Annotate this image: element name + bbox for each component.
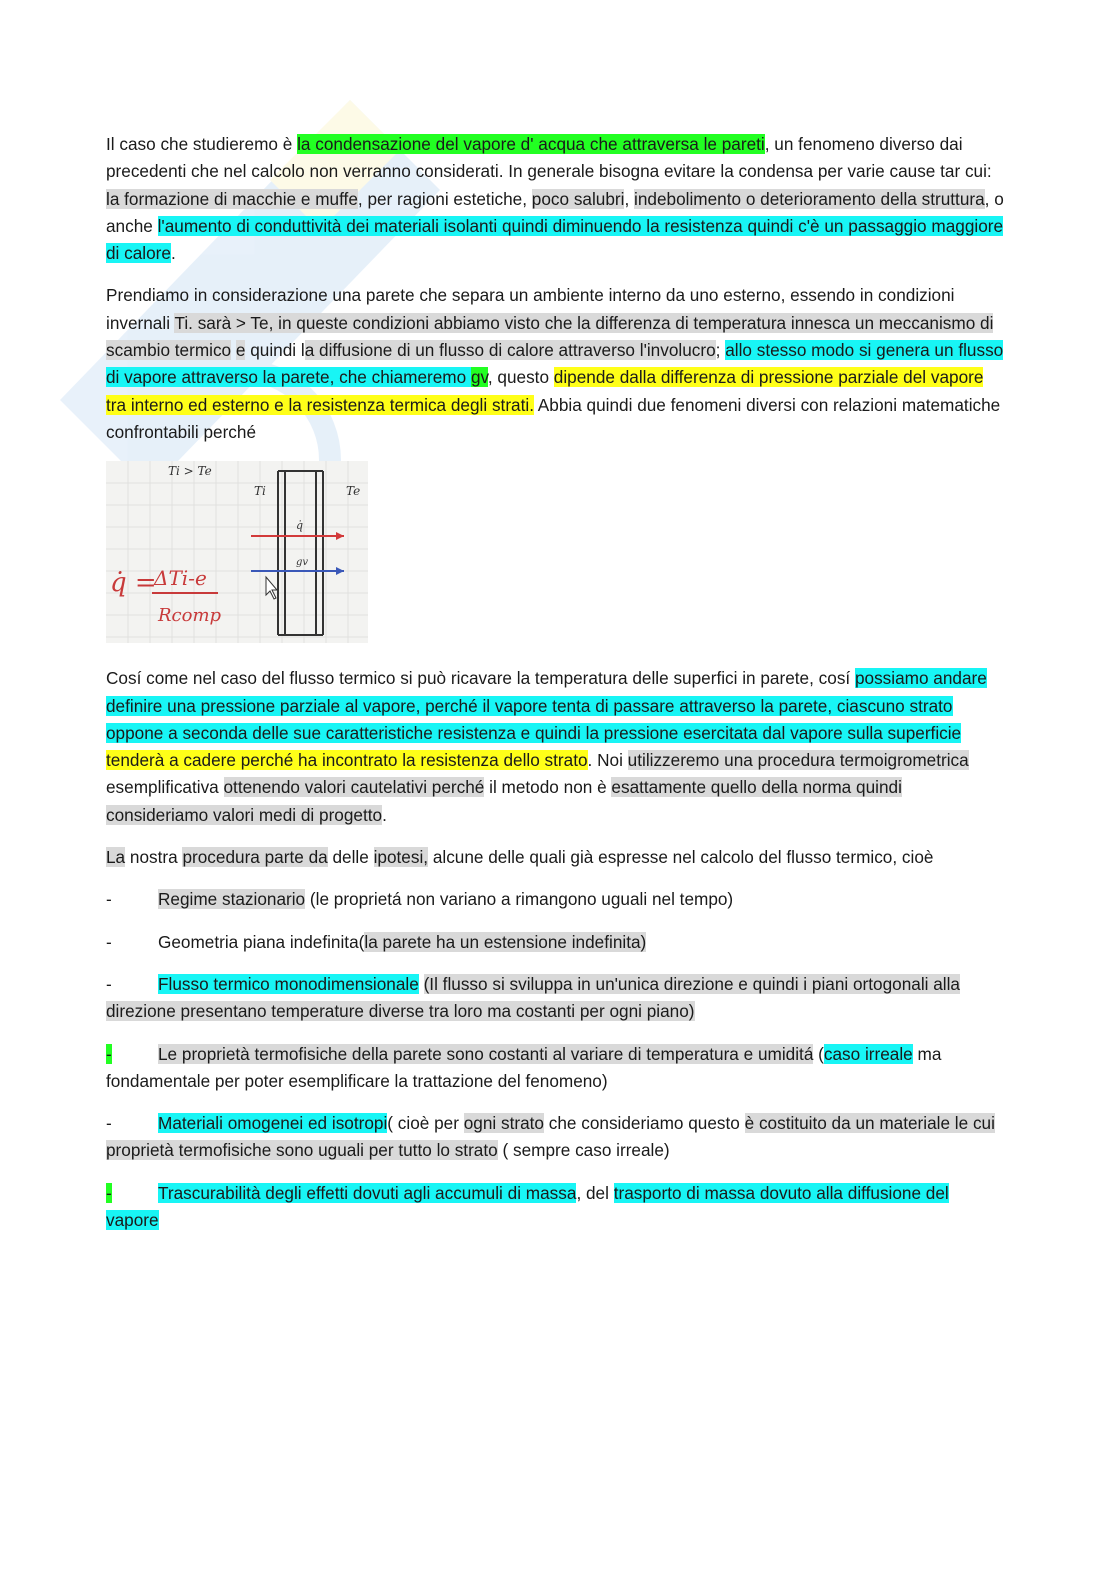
outside-temp-label: Te [346,484,361,499]
text-run: alcune delle quali già espresse nel calcolo del flusso termico, cioè [428,847,934,868]
hypothesis-item [106,929,1006,956]
wall-diagram-figure [106,461,368,643]
text-run: Il caso che studieremo è [106,134,298,154]
highlighted-text: tenderà a cadere perché ha incontrato la resistenza dello strato [106,750,588,771]
list-dash: - [106,1043,112,1064]
list-dash: - [106,889,112,910]
text-run: Prendiamo in considerazione una parete che separa un ambiente interno da uno esterno, essendo in condizioni invernali [106,285,955,333]
highlighted-text: gv [470,367,488,388]
hypothesis-item [106,971,1006,1026]
list-bullet [106,1110,158,1137]
highlighted-text: la parete ha un estensione indefinita) [364,931,647,952]
text-run: , un fenomeno diverso dai precedenti che nel calcolo non verranno considerati. In generale bisogna evitare la condensa per varie cause tar cui: [106,134,992,182]
highlighted-text: trasporto di massa dovuto alla diffusione del vapore [106,1182,949,1231]
hypothesis-item [106,886,1006,913]
highlighted-text: Materiali omogenei ed isotropi [158,1113,388,1134]
text-run: quindi l [245,340,305,361]
text-run: che consideriamo questo [543,1113,745,1134]
list-dash: - [106,1182,112,1203]
text-run: Cosí come nel caso del flusso termico si può ricavare la temperatura delle superfici in parete, cosí [106,668,855,689]
highlighted-text: ogni strato [463,1113,544,1134]
highlighted-text: l'aumento di conduttività dei materiali isolanti quindi diminuendo la resistenza quindi c'è un passaggio maggiore di calore [106,215,1004,264]
highlighted-text: La [106,847,126,868]
highlighted-text: allo stesso modo si genera un flusso di vapore attraverso la parete, che chiameremo [106,340,1004,388]
highlighted-text: Regime stazionario [158,889,306,910]
highlighted-text: la formazione di macchie e muffe [106,188,358,209]
text-run: ( [813,1043,824,1064]
highlighted-text: Ti. sarà > Te, in queste condizioni abbiamo visto che la differenza di temperatura innesca un meccanismo di scambio termico [106,312,994,361]
text-run: Geometria piana indefinita( [158,931,365,952]
inside-temp-label: Ti [254,484,266,499]
list-bullet [106,1041,158,1068]
text-run: il metodo non è [484,777,612,798]
document-body [106,131,1006,1249]
text-run: ( sempre caso irreale) [497,1140,670,1161]
paragraph-wall [106,282,1006,446]
text-run: (le proprietá non variano a rimangono uguali nel tempo) [305,889,734,910]
text-run: , questo [487,367,554,388]
list-bullet [106,1180,158,1207]
text-run [419,974,424,994]
highlighted-text: a diffusione di un flusso di calore attraverso l'involucro [304,340,716,361]
hypothesis-item [106,1110,1006,1165]
highlighted-text: procedura parte da [182,847,328,868]
list-bullet [106,929,158,956]
highlighted-text: ottenendo valori cautelativi perché [223,777,485,798]
condition-label: Ti > Te [168,464,212,479]
highlighted-text: Le proprietà termofisiche della parete sono costanti al variare di temperatura e umiditá [158,1043,814,1064]
text-run: ( cioè per [387,1113,464,1134]
highlighted-text: caso irreale [823,1043,913,1064]
highlighted-text: Flusso termico monodimensionale [158,973,419,994]
text-run: Abbia quindi due fenomeni diversi con relazioni matematiche confrontabili perché [106,394,1001,442]
paragraph-intro [106,131,1006,267]
list-bullet [106,886,158,913]
text-run: . Noi [587,750,628,771]
text-run: , o anche [106,188,1004,236]
highlighted-text: utilizzeremo una procedura termoigrometrica [627,750,969,771]
text-run: , per ragioni estetiche, [357,188,532,209]
highlighted-text: poco salubri [531,188,625,209]
paragraph-hypotheses [106,844,1006,871]
list-dash: - [106,973,112,994]
vapor-flow-label: gv [296,557,309,569]
highlighted-text: e [235,340,246,361]
text-run: ma fondamentale per poter esemplificare la trattazione del fenomeno) [106,1043,942,1091]
paragraph-vapor-pressure [106,665,1006,829]
text-run: . [382,804,387,825]
heat-flow-label: q̇ [296,519,304,533]
formula-denominator: Rcomp [158,605,222,627]
hypotheses-list [106,886,1006,1234]
formula-numerator: ΔTi-e [154,566,207,591]
highlighted-text: Trascurabilità degli effetti dovuti agli accumuli di massa [158,1182,577,1203]
highlighted-text: indebolimento o deterioramento della struttura [634,188,985,209]
text-run: , [624,188,635,209]
highlighted-text: la condensazione del vapore d' acqua che attraversa le pareti [297,134,765,154]
highlighted-text: ipotesi, [373,847,429,868]
list-dash: - [106,931,112,952]
hypothesis-item [106,1180,1006,1235]
list-dash: - [106,1113,112,1134]
text-run: delle [327,847,374,868]
hypothesis-item [106,1041,1006,1096]
list-bullet [106,971,158,998]
highlighted-text: esattamente quello della norma quindi consideriamo valori medi di progetto [106,777,902,825]
text-run: . [170,243,176,264]
highlighted-text: (Il flusso si sviluppa in un'unica direzione e quindi i piani ortogonali alla direzione presentano temperature diverse tra loro ma costanti per ogni piano) [106,973,960,1022]
text-run: , del [576,1182,614,1203]
highlighted-text: possiamo andare definire una pressione parziale al vapore, perché il vapore tenta di passare attraverso la parete, ciascuno strato oppone a seconda delle sue caratteristiche resistenza e quindi la pressione esercitata dal vapore sulla superficie [106,668,987,743]
highlighted-text: dipende dalla differenza di pressione parziale del vapore tra interno ed esterno e la resistenza termica degli strati. [106,367,984,415]
highlighted-text: è costituito da un materiale le cui proprietà termofisiche sono uguali per tutto lo strato [106,1113,995,1161]
formula-lhs: q̇ = [110,568,157,599]
text-run: ; [715,340,726,361]
text-run: esemplificativa [106,777,224,798]
text-run: nostra [125,847,183,868]
